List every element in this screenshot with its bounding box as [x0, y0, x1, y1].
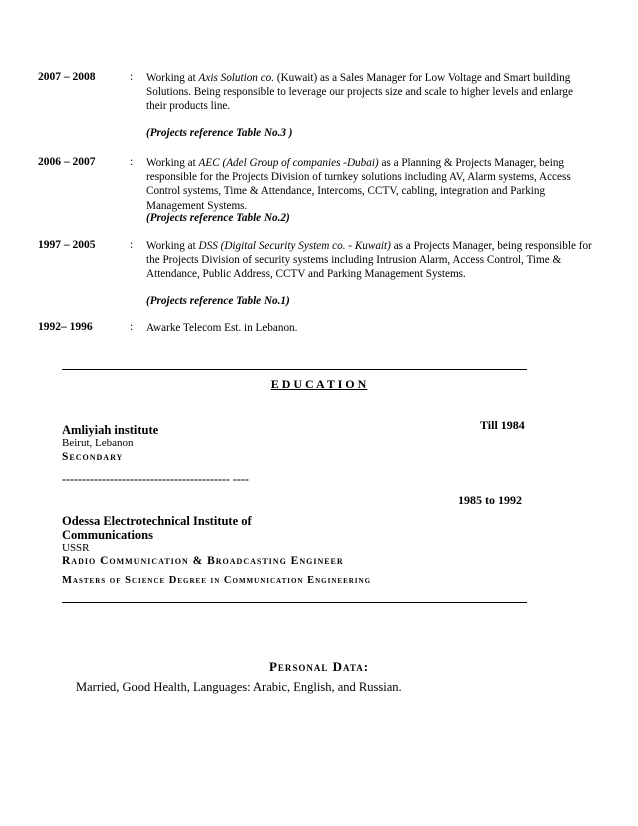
- school-name: Odessa Electrotechnical Institute of Communications: [62, 514, 252, 542]
- personal-heading: Personal Data:: [268, 659, 370, 674]
- experience-dates: 1992– 1996: [38, 321, 93, 333]
- school-location: Beirut, Lebanon: [62, 437, 134, 449]
- desc-prefix: Working at: [146, 157, 199, 169]
- education-period: 1985 to 1992: [458, 493, 522, 507]
- degree: Masters of Science Degree in Communication Engineering: [62, 575, 372, 586]
- company-name: Axis Solution co.: [198, 72, 275, 84]
- professional-title: Radio Communication & Broadcasting Engineer: [62, 555, 344, 567]
- education-period: Till 1984: [480, 418, 525, 432]
- colon: :: [130, 239, 134, 251]
- experience-dates: 2006 – 2007: [38, 156, 96, 168]
- desc-rest: (Kuwait) as a Sales Manager for Low Voltage and Smart building Solutions. Being responsible to leverage our projects size and scale to higher levels and enlarge their products line.: [146, 72, 573, 113]
- desc-rest: as a Planning & Projects Manager, being responsible for the Projects Division of turnkey solutions including AV, Alarm systems, Access Control systems, Time & Attendance, Intercoms, CCTV, cabling, integration and Parking Management Systems.: [146, 157, 571, 212]
- experience-dates: 1997 – 2005: [38, 239, 96, 251]
- desc-prefix: Working at: [146, 240, 199, 252]
- school-location: USSR: [62, 542, 90, 554]
- separator-line: ------------------------------------------ ----: [62, 472, 249, 486]
- colon: :: [130, 71, 134, 83]
- personal-heading-wrap: [0, 658, 638, 676]
- school-name: Amliyiah institute: [62, 423, 159, 437]
- company-name: DSS (Digital Security System co. - Kuwait): [198, 240, 391, 252]
- section-divider: [62, 602, 527, 603]
- experience-dates: 2007 – 2008: [38, 71, 96, 83]
- colon: :: [130, 321, 134, 333]
- projects-reference: (Projects reference Table No.3 ): [146, 127, 293, 139]
- desc-rest: as a Projects Manager, being responsible for the Projects Division of security systems including Intrusion Alarm, Access Control, Time & Attendance, Public Address, CCTV and Parking Management Systems.: [146, 240, 592, 281]
- experience-description: [146, 239, 592, 282]
- desc-prefix: Working at: [146, 72, 199, 84]
- projects-reference: (Projects reference Table No.2): [146, 212, 290, 224]
- experience-description: Awarke Telecom Est. in Lebanon.: [146, 322, 298, 334]
- education-level: Secondary: [62, 451, 124, 463]
- education-heading-wrap: [0, 375, 638, 393]
- education-heading: E D U C A T I O N: [270, 377, 368, 391]
- experience-description: [146, 71, 592, 114]
- section-divider: [62, 369, 527, 370]
- colon: :: [130, 156, 134, 168]
- projects-reference: (Projects reference Table No.1): [146, 295, 290, 307]
- experience-description: [146, 156, 592, 213]
- company-name: AEC (Adel Group of companies -Dubai): [198, 157, 379, 169]
- personal-details: Married, Good Health, Languages: Arabic, English, and Russian.: [76, 680, 402, 694]
